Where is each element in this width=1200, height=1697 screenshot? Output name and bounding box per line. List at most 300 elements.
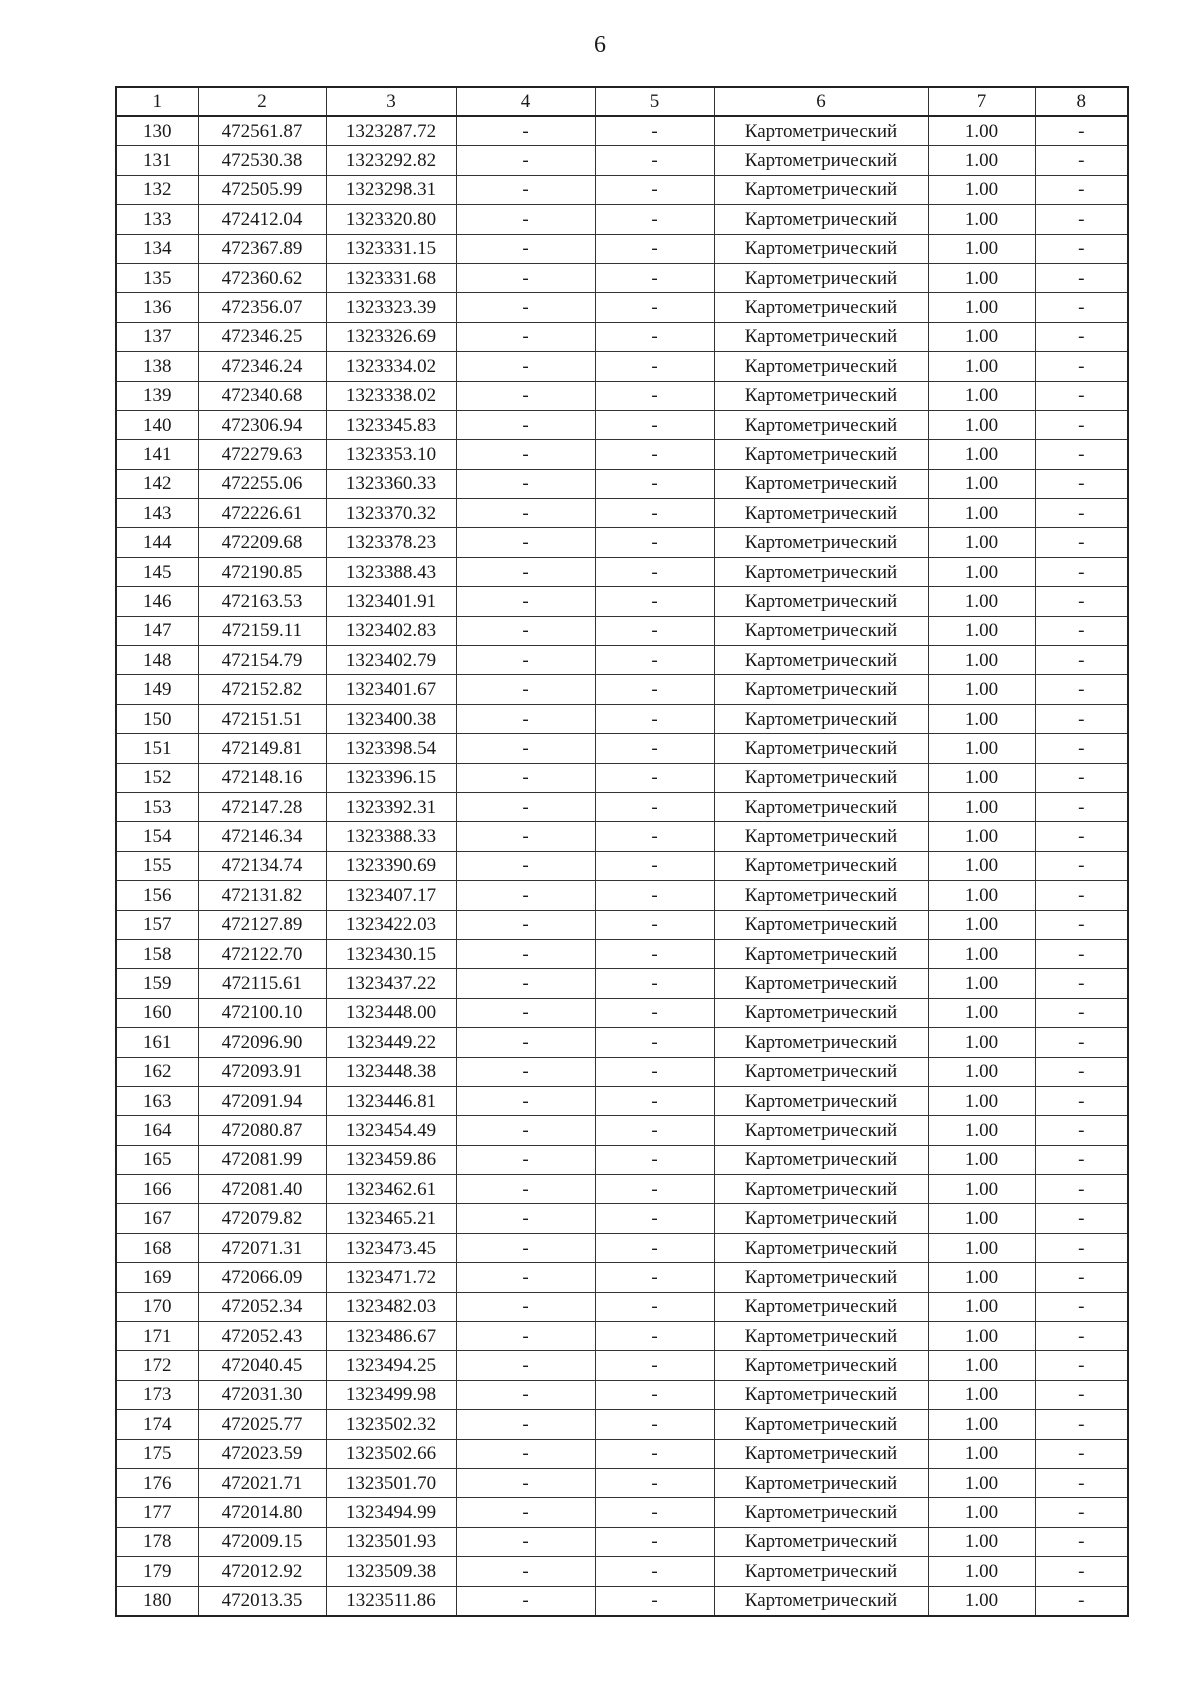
x-coordinate-cell: 472127.89 xyxy=(198,910,326,939)
page-number: 6 xyxy=(594,32,606,58)
accuracy-cell: 1.00 xyxy=(928,910,1035,939)
column-8-cell: - xyxy=(1035,1380,1128,1409)
method-cell: Картометрический xyxy=(714,998,928,1027)
method-cell: Картометрический xyxy=(714,381,928,410)
column-8-cell: - xyxy=(1035,998,1128,1027)
column-5-cell: - xyxy=(595,557,714,586)
point-number-cell: 154 xyxy=(116,822,198,851)
x-coordinate-cell: 472093.91 xyxy=(198,1057,326,1086)
point-number-cell: 163 xyxy=(116,1086,198,1115)
column-5-cell: - xyxy=(595,499,714,528)
x-coordinate-cell: 472025.77 xyxy=(198,1410,326,1439)
column-5-cell: - xyxy=(595,998,714,1027)
column-5-cell: - xyxy=(595,1439,714,1468)
point-number-cell: 148 xyxy=(116,646,198,675)
method-cell: Картометрический xyxy=(714,1380,928,1409)
table-row xyxy=(116,851,1128,880)
table-row xyxy=(116,557,1128,586)
table-row xyxy=(116,1468,1128,1497)
column-8-cell: - xyxy=(1035,1086,1128,1115)
method-cell: Картометрический xyxy=(714,910,928,939)
method-cell: Картометрический xyxy=(714,322,928,351)
table-row xyxy=(116,469,1128,498)
accuracy-cell: 1.00 xyxy=(928,1086,1035,1115)
method-cell: Картометрический xyxy=(714,969,928,998)
point-number-cell: 140 xyxy=(116,410,198,439)
coordinates-table xyxy=(115,86,1129,1617)
column-8-cell: - xyxy=(1035,293,1128,322)
method-cell: Картометрический xyxy=(714,293,928,322)
column-4-cell: - xyxy=(456,1263,595,1292)
method-cell: Картометрический xyxy=(714,469,928,498)
method-cell: Картометрический xyxy=(714,587,928,616)
column-4-cell: - xyxy=(456,1086,595,1115)
table-row xyxy=(116,116,1128,146)
y-coordinate-cell: 1323459.86 xyxy=(326,1145,456,1174)
table-row xyxy=(116,1557,1128,1586)
y-coordinate-cell: 1323430.15 xyxy=(326,939,456,968)
table-row xyxy=(116,146,1128,175)
method-cell: Картометрический xyxy=(714,1292,928,1321)
table-row xyxy=(116,322,1128,351)
table-row xyxy=(116,910,1128,939)
column-8-cell: - xyxy=(1035,410,1128,439)
x-coordinate-cell: 472163.53 xyxy=(198,587,326,616)
column-5-cell: - xyxy=(595,1380,714,1409)
point-number-cell: 155 xyxy=(116,851,198,880)
y-coordinate-cell: 1323378.23 xyxy=(326,528,456,557)
y-coordinate-cell: 1323422.03 xyxy=(326,910,456,939)
table-row xyxy=(116,1116,1128,1145)
column-5-cell: - xyxy=(595,1028,714,1057)
x-coordinate-cell: 472148.16 xyxy=(198,763,326,792)
point-number-cell: 136 xyxy=(116,293,198,322)
table-row xyxy=(116,675,1128,704)
column-4-cell: - xyxy=(456,1527,595,1556)
y-coordinate-cell: 1323502.32 xyxy=(326,1410,456,1439)
point-number-cell: 162 xyxy=(116,1057,198,1086)
column-4-cell: - xyxy=(456,175,595,204)
x-coordinate-cell: 472040.45 xyxy=(198,1351,326,1380)
column-8-cell: - xyxy=(1035,734,1128,763)
column-5-cell: - xyxy=(595,528,714,557)
x-coordinate-cell: 472151.51 xyxy=(198,704,326,733)
column-5-cell: - xyxy=(595,1116,714,1145)
column-header: 4 xyxy=(456,87,595,116)
x-coordinate-cell: 472226.61 xyxy=(198,499,326,528)
accuracy-cell: 1.00 xyxy=(928,1028,1035,1057)
table-row xyxy=(116,1439,1128,1468)
x-coordinate-cell: 472367.89 xyxy=(198,234,326,263)
y-coordinate-cell: 1323334.02 xyxy=(326,352,456,381)
point-number-cell: 169 xyxy=(116,1263,198,1292)
column-4-cell: - xyxy=(456,263,595,292)
x-coordinate-cell: 472530.38 xyxy=(198,146,326,175)
column-8-cell: - xyxy=(1035,1233,1128,1262)
table-row xyxy=(116,440,1128,469)
column-4-cell: - xyxy=(456,322,595,351)
method-cell: Картометрический xyxy=(714,646,928,675)
y-coordinate-cell: 1323396.15 xyxy=(326,763,456,792)
column-4-cell: - xyxy=(456,293,595,322)
point-number-cell: 132 xyxy=(116,175,198,204)
accuracy-cell: 1.00 xyxy=(928,528,1035,557)
column-4-cell: - xyxy=(456,998,595,1027)
accuracy-cell: 1.00 xyxy=(928,175,1035,204)
x-coordinate-cell: 472031.30 xyxy=(198,1380,326,1409)
column-5-cell: - xyxy=(595,881,714,910)
column-5-cell: - xyxy=(595,263,714,292)
accuracy-cell: 1.00 xyxy=(928,1410,1035,1439)
x-coordinate-cell: 472149.81 xyxy=(198,734,326,763)
y-coordinate-cell: 1323502.66 xyxy=(326,1439,456,1468)
column-8-cell: - xyxy=(1035,939,1128,968)
column-5-cell: - xyxy=(595,1498,714,1527)
column-5-cell: - xyxy=(595,234,714,263)
table-row xyxy=(116,1586,1128,1616)
table-row xyxy=(116,1380,1128,1409)
y-coordinate-cell: 1323398.54 xyxy=(326,734,456,763)
method-cell: Картометрический xyxy=(714,1086,928,1115)
accuracy-cell: 1.00 xyxy=(928,587,1035,616)
method-cell: Картометрический xyxy=(714,234,928,263)
point-number-cell: 150 xyxy=(116,704,198,733)
table-row xyxy=(116,1498,1128,1527)
y-coordinate-cell: 1323511.86 xyxy=(326,1586,456,1616)
accuracy-cell: 1.00 xyxy=(928,116,1035,146)
accuracy-cell: 1.00 xyxy=(928,646,1035,675)
x-coordinate-cell: 472052.34 xyxy=(198,1292,326,1321)
column-4-cell: - xyxy=(456,616,595,645)
column-5-cell: - xyxy=(595,322,714,351)
method-cell: Картометрический xyxy=(714,440,928,469)
point-number-cell: 151 xyxy=(116,734,198,763)
column-5-cell: - xyxy=(595,1351,714,1380)
method-cell: Картометрический xyxy=(714,205,928,234)
column-5-cell: - xyxy=(595,116,714,146)
method-cell: Картометрический xyxy=(714,1410,928,1439)
column-4-cell: - xyxy=(456,1351,595,1380)
x-coordinate-cell: 472134.74 xyxy=(198,851,326,880)
column-5-cell: - xyxy=(595,1292,714,1321)
y-coordinate-cell: 1323360.33 xyxy=(326,469,456,498)
column-4-cell: - xyxy=(456,704,595,733)
column-4-cell: - xyxy=(456,910,595,939)
table-row xyxy=(116,1086,1128,1115)
column-5-cell: - xyxy=(595,1586,714,1616)
column-8-cell: - xyxy=(1035,792,1128,821)
x-coordinate-cell: 472115.61 xyxy=(198,969,326,998)
method-cell: Картометрический xyxy=(714,1322,928,1351)
accuracy-cell: 1.00 xyxy=(928,1175,1035,1204)
method-cell: Картометрический xyxy=(714,1498,928,1527)
method-cell: Картометрический xyxy=(714,116,928,146)
y-coordinate-cell: 1323449.22 xyxy=(326,1028,456,1057)
column-8-cell: - xyxy=(1035,851,1128,880)
column-8-cell: - xyxy=(1035,969,1128,998)
column-8-cell: - xyxy=(1035,704,1128,733)
x-coordinate-cell: 472081.99 xyxy=(198,1145,326,1174)
column-header: 1 xyxy=(116,87,198,116)
accuracy-cell: 1.00 xyxy=(928,969,1035,998)
y-coordinate-cell: 1323446.81 xyxy=(326,1086,456,1115)
column-5-cell: - xyxy=(595,616,714,645)
column-header: 7 xyxy=(928,87,1035,116)
table-row xyxy=(116,175,1128,204)
x-coordinate-cell: 472360.62 xyxy=(198,263,326,292)
x-coordinate-cell: 472306.94 xyxy=(198,410,326,439)
method-cell: Картометрический xyxy=(714,704,928,733)
x-coordinate-cell: 472052.43 xyxy=(198,1322,326,1351)
method-cell: Картометрический xyxy=(714,1557,928,1586)
x-coordinate-cell: 472096.90 xyxy=(198,1028,326,1057)
y-coordinate-cell: 1323401.91 xyxy=(326,587,456,616)
column-8-cell: - xyxy=(1035,263,1128,292)
point-number-cell: 176 xyxy=(116,1468,198,1497)
y-coordinate-cell: 1323298.31 xyxy=(326,175,456,204)
method-cell: Картометрический xyxy=(714,1145,928,1174)
column-8-cell: - xyxy=(1035,1498,1128,1527)
x-coordinate-cell: 472066.09 xyxy=(198,1263,326,1292)
table-row xyxy=(116,293,1128,322)
method-cell: Картометрический xyxy=(714,499,928,528)
column-5-cell: - xyxy=(595,469,714,498)
method-cell: Картометрический xyxy=(714,851,928,880)
y-coordinate-cell: 1323501.93 xyxy=(326,1527,456,1556)
column-header: 5 xyxy=(595,87,714,116)
point-number-cell: 134 xyxy=(116,234,198,263)
column-4-cell: - xyxy=(456,352,595,381)
point-number-cell: 164 xyxy=(116,1116,198,1145)
y-coordinate-cell: 1323331.15 xyxy=(326,234,456,263)
method-cell: Картометрический xyxy=(714,1057,928,1086)
method-cell: Картометрический xyxy=(714,557,928,586)
x-coordinate-cell: 472340.68 xyxy=(198,381,326,410)
point-number-cell: 153 xyxy=(116,792,198,821)
method-cell: Картометрический xyxy=(714,1233,928,1262)
x-coordinate-cell: 472146.34 xyxy=(198,822,326,851)
method-cell: Картометрический xyxy=(714,528,928,557)
point-number-cell: 167 xyxy=(116,1204,198,1233)
column-4-cell: - xyxy=(456,587,595,616)
method-cell: Картометрический xyxy=(714,1468,928,1497)
method-cell: Картометрический xyxy=(714,410,928,439)
column-4-cell: - xyxy=(456,1175,595,1204)
method-cell: Картометрический xyxy=(714,1586,928,1616)
table-row xyxy=(116,734,1128,763)
table-row xyxy=(116,1233,1128,1262)
accuracy-cell: 1.00 xyxy=(928,998,1035,1027)
column-4-cell: - xyxy=(456,851,595,880)
column-4-cell: - xyxy=(456,557,595,586)
point-number-cell: 133 xyxy=(116,205,198,234)
table-row xyxy=(116,1145,1128,1174)
accuracy-cell: 1.00 xyxy=(928,1557,1035,1586)
method-cell: Картометрический xyxy=(714,1351,928,1380)
column-8-cell: - xyxy=(1035,1468,1128,1497)
y-coordinate-cell: 1323390.69 xyxy=(326,851,456,880)
point-number-cell: 131 xyxy=(116,146,198,175)
column-8-cell: - xyxy=(1035,1175,1128,1204)
column-8-cell: - xyxy=(1035,1322,1128,1351)
column-5-cell: - xyxy=(595,1145,714,1174)
accuracy-cell: 1.00 xyxy=(928,499,1035,528)
column-5-cell: - xyxy=(595,1204,714,1233)
column-4-cell: - xyxy=(456,381,595,410)
point-number-cell: 152 xyxy=(116,763,198,792)
point-number-cell: 171 xyxy=(116,1322,198,1351)
table-row xyxy=(116,998,1128,1027)
y-coordinate-cell: 1323407.17 xyxy=(326,881,456,910)
accuracy-cell: 1.00 xyxy=(928,1527,1035,1556)
y-coordinate-cell: 1323501.70 xyxy=(326,1468,456,1497)
y-coordinate-cell: 1323323.39 xyxy=(326,293,456,322)
y-coordinate-cell: 1323370.32 xyxy=(326,499,456,528)
x-coordinate-cell: 472159.11 xyxy=(198,616,326,645)
point-number-cell: 147 xyxy=(116,616,198,645)
column-8-cell: - xyxy=(1035,528,1128,557)
column-header: 6 xyxy=(714,87,928,116)
column-4-cell: - xyxy=(456,1380,595,1409)
column-8-cell: - xyxy=(1035,499,1128,528)
column-5-cell: - xyxy=(595,1468,714,1497)
accuracy-cell: 1.00 xyxy=(928,352,1035,381)
method-cell: Картометрический xyxy=(714,263,928,292)
x-coordinate-cell: 472009.15 xyxy=(198,1527,326,1556)
accuracy-cell: 1.00 xyxy=(928,205,1035,234)
accuracy-cell: 1.00 xyxy=(928,263,1035,292)
column-header: 3 xyxy=(326,87,456,116)
column-5-cell: - xyxy=(595,205,714,234)
table-row xyxy=(116,1175,1128,1204)
column-4-cell: - xyxy=(456,675,595,704)
point-number-cell: 179 xyxy=(116,1557,198,1586)
column-4-cell: - xyxy=(456,1292,595,1321)
accuracy-cell: 1.00 xyxy=(928,322,1035,351)
column-5-cell: - xyxy=(595,1557,714,1586)
method-cell: Картометрический xyxy=(714,1175,928,1204)
column-4-cell: - xyxy=(456,146,595,175)
column-8-cell: - xyxy=(1035,322,1128,351)
y-coordinate-cell: 1323320.80 xyxy=(326,205,456,234)
method-cell: Картометрический xyxy=(714,822,928,851)
column-8-cell: - xyxy=(1035,616,1128,645)
accuracy-cell: 1.00 xyxy=(928,1204,1035,1233)
x-coordinate-cell: 472023.59 xyxy=(198,1439,326,1468)
column-header: 2 xyxy=(198,87,326,116)
column-8-cell: - xyxy=(1035,1527,1128,1556)
accuracy-cell: 1.00 xyxy=(928,1351,1035,1380)
table-row xyxy=(116,263,1128,292)
method-cell: Картометрический xyxy=(714,881,928,910)
table-row xyxy=(116,1351,1128,1380)
point-number-cell: 173 xyxy=(116,1380,198,1409)
point-number-cell: 145 xyxy=(116,557,198,586)
y-coordinate-cell: 1323465.21 xyxy=(326,1204,456,1233)
method-cell: Картометрический xyxy=(714,763,928,792)
method-cell: Картометрический xyxy=(714,175,928,204)
column-4-cell: - xyxy=(456,1028,595,1057)
method-cell: Картометрический xyxy=(714,1263,928,1292)
x-coordinate-cell: 472021.71 xyxy=(198,1468,326,1497)
column-5-cell: - xyxy=(595,646,714,675)
method-cell: Картометрический xyxy=(714,939,928,968)
point-number-cell: 146 xyxy=(116,587,198,616)
y-coordinate-cell: 1323326.69 xyxy=(326,322,456,351)
accuracy-cell: 1.00 xyxy=(928,410,1035,439)
column-4-cell: - xyxy=(456,1057,595,1086)
y-coordinate-cell: 1323448.38 xyxy=(326,1057,456,1086)
column-4-cell: - xyxy=(456,969,595,998)
column-8-cell: - xyxy=(1035,1263,1128,1292)
accuracy-cell: 1.00 xyxy=(928,1586,1035,1616)
column-4-cell: - xyxy=(456,1557,595,1586)
accuracy-cell: 1.00 xyxy=(928,851,1035,880)
column-4-cell: - xyxy=(456,763,595,792)
table-row xyxy=(116,1292,1128,1321)
y-coordinate-cell: 1323401.67 xyxy=(326,675,456,704)
column-8-cell: - xyxy=(1035,1557,1128,1586)
column-5-cell: - xyxy=(595,1322,714,1351)
y-coordinate-cell: 1323345.83 xyxy=(326,410,456,439)
method-cell: Картометрический xyxy=(714,1116,928,1145)
column-4-cell: - xyxy=(456,205,595,234)
table-row xyxy=(116,616,1128,645)
method-cell: Картометрический xyxy=(714,1439,928,1468)
x-coordinate-cell: 472013.35 xyxy=(198,1586,326,1616)
y-coordinate-cell: 1323292.82 xyxy=(326,146,456,175)
column-4-cell: - xyxy=(456,1145,595,1174)
accuracy-cell: 1.00 xyxy=(928,1145,1035,1174)
method-cell: Картометрический xyxy=(714,352,928,381)
column-4-cell: - xyxy=(456,499,595,528)
x-coordinate-cell: 472356.07 xyxy=(198,293,326,322)
method-cell: Картометрический xyxy=(714,616,928,645)
y-coordinate-cell: 1323454.49 xyxy=(326,1116,456,1145)
column-5-cell: - xyxy=(595,822,714,851)
x-coordinate-cell: 472079.82 xyxy=(198,1204,326,1233)
column-8-cell: - xyxy=(1035,1410,1128,1439)
y-coordinate-cell: 1323437.22 xyxy=(326,969,456,998)
column-8-cell: - xyxy=(1035,1145,1128,1174)
accuracy-cell: 1.00 xyxy=(928,1468,1035,1497)
accuracy-cell: 1.00 xyxy=(928,734,1035,763)
column-4-cell: - xyxy=(456,1233,595,1262)
column-4-cell: - xyxy=(456,469,595,498)
column-5-cell: - xyxy=(595,1263,714,1292)
accuracy-cell: 1.00 xyxy=(928,440,1035,469)
y-coordinate-cell: 1323338.02 xyxy=(326,381,456,410)
point-number-cell: 160 xyxy=(116,998,198,1027)
column-4-cell: - xyxy=(456,1410,595,1439)
point-number-cell: 141 xyxy=(116,440,198,469)
method-cell: Картометрический xyxy=(714,1204,928,1233)
column-8-cell: - xyxy=(1035,440,1128,469)
column-5-cell: - xyxy=(595,792,714,821)
point-number-cell: 138 xyxy=(116,352,198,381)
table-row xyxy=(116,1057,1128,1086)
y-coordinate-cell: 1323482.03 xyxy=(326,1292,456,1321)
column-5-cell: - xyxy=(595,293,714,322)
column-8-cell: - xyxy=(1035,1351,1128,1380)
x-coordinate-cell: 472091.94 xyxy=(198,1086,326,1115)
column-5-cell: - xyxy=(595,1527,714,1556)
accuracy-cell: 1.00 xyxy=(928,1292,1035,1321)
column-8-cell: - xyxy=(1035,763,1128,792)
accuracy-cell: 1.00 xyxy=(928,704,1035,733)
column-header: 8 xyxy=(1035,87,1128,116)
table-row xyxy=(116,587,1128,616)
